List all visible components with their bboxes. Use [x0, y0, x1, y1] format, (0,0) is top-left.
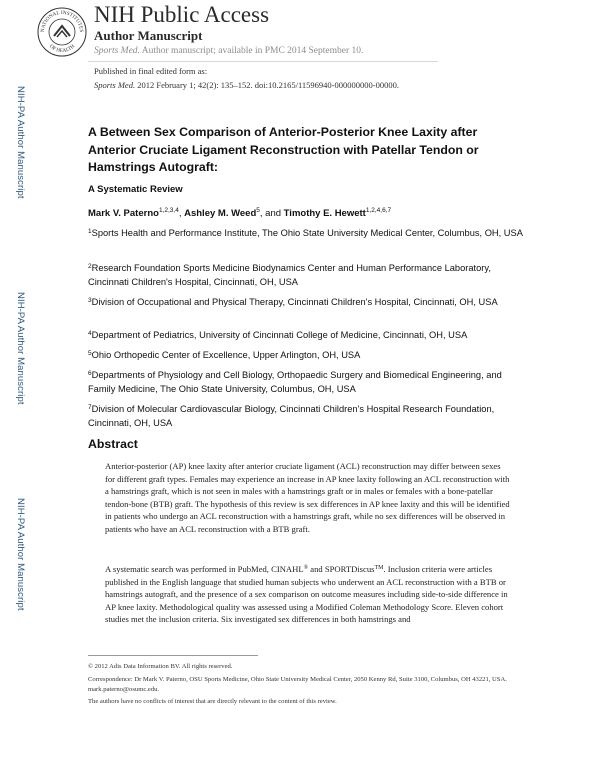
author-manuscript-label: Author Manuscript: [94, 28, 203, 43]
citation-line: Sports Med. 2012 February 1; 42(2): 135–152. doi:10.2165/11596940-000000000-00000.: [94, 80, 399, 90]
article-subtitle: A Systematic Review: [88, 184, 183, 195]
author-name: Mark V. Paterno: [88, 208, 159, 219]
affiliation-5: $^5$Ohio Orthopedic Center of Excellence, Upper Arlington, OH, USA: [88, 350, 361, 360]
header-divider: [88, 61, 438, 62]
affiliation-1: $^1$Sports Health and Performance Institute, The Ohio State University Medical Center, Columbus, OH, USA: [88, 228, 523, 238]
affiliation-2: $^2$Research Foundation Sports Medicine Biodynamics Center and Human Performance Laboratory, Cincinnati Children's Hospital, Cincinnati, OH, USA: [88, 263, 491, 287]
logo-text-top: NATIONAL INSTITUTES: [39, 9, 85, 33]
nih-public-access-title: NIH Public Access: [94, 2, 270, 27]
footnote-divider: [88, 655, 258, 656]
abstract-heading: Abstract: [88, 437, 138, 451]
affiliation-7: $^7$Division of Molecular Cardiovascular Biology, Cincinnati Children's Hospital Research Foundation, Cincinnati, OH, USA: [88, 404, 495, 428]
conflicts-note: The authors have no conflicts of interest that are directly relevant to the content of this review.: [88, 698, 337, 705]
author-name: Ashley M. Weed: [184, 208, 257, 219]
sidebar-label-3: NIH-PA Author Manuscript: [15, 498, 26, 611]
article-title: A Between Sex Comparison of Anterior-Posterior Knee Laxity after Anterior Cruciate Ligament Reconstruction with Patellar Tendon or Hamstrings Autograft:: [88, 125, 479, 174]
abstract-paragraph-1: Anterior-posterior (AP) knee laxity after anterior cruciate ligament (ACL) reconstruction may differ between sexes for different graft types. Females may experience an increase in AP knee laxity following an ACL reconstruction with a hamstrings graft, which is not seen in males with a hamstrings graft or in males or females with a bone-patellar tendon-bone (BTB) graft. The hypothesis of this review is sex differences in AP knee laxity and this will be identified in patients who undergo an ACL reconstruction with a hamstrings graft, while no sex differences will be observed in patients who have an ACL reconstruction with a BTB graft.: [105, 461, 510, 534]
affiliation-6: $^6$Departments of Physiology and Cell Biology, Orthopaedic Surgery and Biomedical Engineering, and Family Medicine, The Ohio State University, Columbus, OH, USA: [88, 370, 502, 394]
published-label: Published in final edited form as:: [94, 66, 208, 76]
abstract-paragraph-2: A systematic search was performed in PubMed, CINAHL® and SPORTDiscus™. Inclusion criteria were articles published in the English language that studied human subjects who underwent an ACL reconstruction with a BTB or hamstrings autograft, and the presence of a sex comparison on outcome measures including side-to-side difference in AP knee laxity. Methodological quality was assessed using a Modified Coleman Methodology Score. Eleven cohort studies met the inclusion criteria. Six investigated sex differences in both hamstrings and: [105, 564, 508, 625]
correspondence-note: Correspondence: Dr Mark V. Paterno, OSU Sports Medicine, Ohio State University Medical Center, 2050 Kenny Rd, Suite 3100, Columbus, OH 43221, USA. mark.paterno@osumc.edu.: [88, 676, 507, 693]
sidebar-label-2: NIH-PA Author Manuscript: [15, 292, 26, 405]
sidebar-label-1: NIH-PA Author Manuscript: [15, 86, 26, 199]
nih-logo: [36, 6, 88, 58]
affiliation-4: $^4$Department of Pediatrics, University of Cincinnati College of Medicine, Cincinnati, OH, USA: [88, 330, 468, 340]
author-name: Timothy E. Hewett: [283, 208, 366, 219]
logo-text-bottom: OF HEALTH: [48, 43, 76, 55]
availability-line: Sports Med. Author manuscript; available in PMC 2014 September 10.: [94, 46, 364, 56]
affiliation-3: $^3$Division of Occupational and Physical Therapy, Cincinnati Children's Hospital, Cincinnati, OH, USA: [88, 297, 498, 307]
copyright-note: © 2012 Adis Data Information BV. All rights reserved.: [88, 663, 233, 670]
author-list: Mark V. Paterno$^{1,2,3,4}$, Ashley M. Weed$^5$, and Timothy E. Hewett$^{1,2,4,6,7}$: [88, 207, 392, 219]
